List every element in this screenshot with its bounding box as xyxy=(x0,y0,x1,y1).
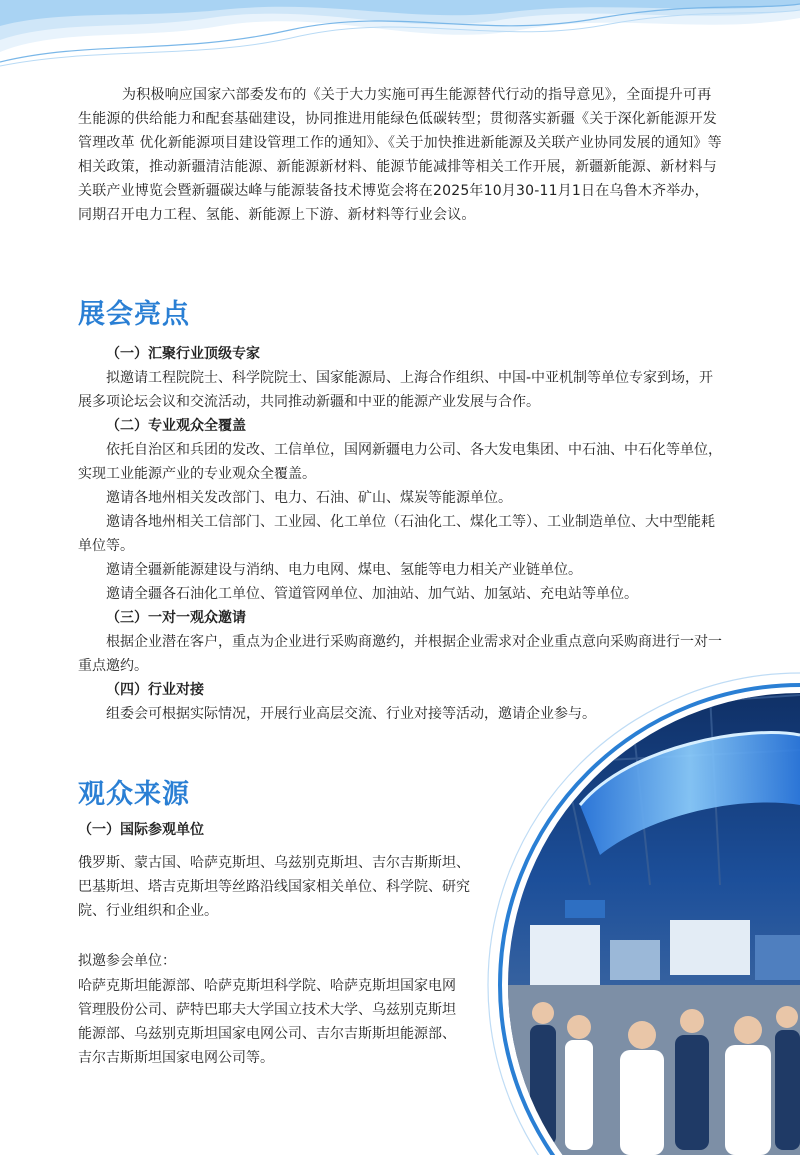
top-wave-decoration xyxy=(0,0,800,70)
highlight-2-text-2: 邀请各地州相关发改部门、电力、石油、矿山、煤炭等能源单位。 xyxy=(106,490,512,506)
audience-subtitle: （一）国际参观单位 xyxy=(78,822,204,838)
highlight-3-title: （三）一对一观众邀请 xyxy=(106,610,246,626)
highlight-2-title: （二）专业观众全覆盖 xyxy=(106,418,246,434)
highlight-2-text-5: 邀请全疆各石油化工单位、管道管网单位、加油站、加气站、加氢站、充电站等单位。 xyxy=(106,586,638,602)
highlight-1-text: 拟邀请工程院院士、科学院院士、国家能源局、上海合作组织、中国-中亚机制等单位专家到场，开展多项论坛会议和交流活动，共同推动新疆和中亚的能源产业发展与合作。 xyxy=(78,370,714,410)
intro-paragraph xyxy=(78,83,723,227)
highlight-2-text-4: 邀请全疆新能源建设与消纳、电力电网、煤电、氢能等电力相关产业链单位。 xyxy=(106,562,582,578)
audience-units-label: 拟邀参会单位： xyxy=(78,953,176,969)
highlight-3-text: 根据企业潜在客户，重点为企业进行采购商邀约，并根据企业需求对企业重点意向采购商进行一对一重点邀约。 xyxy=(78,634,722,674)
highlight-2-text-1: 依托自治区和兵团的发改、工信单位，国网新疆电力公司、各大发电集团、中石油、中石化等单位，实现工业能源产业的专业观众全覆盖。 xyxy=(78,442,722,482)
audience-title: 观众来源 xyxy=(78,779,190,810)
highlights-title: 展会亮点 xyxy=(78,299,190,330)
highlight-4-title: （四）行业对接 xyxy=(106,682,204,698)
intro-text: 为积极响应国家六部委发布的《关于大力实施可再生能源替代行动的指导意见》，全面提升可再生能源的供给能力和配套基础建设，协同推进用能绿色低碳转型；贯彻落实新疆《关于深化新能源开发管理改革 优化新能源项目建设管理工作的通知》、《关于加快推进新能源及关联产业协同发展的通知》等相关政策，推动新疆清洁能源、新能源新材料、能源节能减排等相关工作开展，新疆新能源、新材料与关联产业博览会暨新疆碳达峰与能源装备技术博览会将在2025年10月30-11月1日在乌鲁木齐举办，同期召开电力工程、氢能、新能源上下游、新材料等行业会议。 xyxy=(78,87,722,223)
audience-units-list: 哈萨克斯坦能源部、哈萨克斯坦科学院、哈萨克斯坦国家电网管理股份公司、萨特巴耶夫大学国立技术大学、乌兹别克斯坦能源部、乌兹别克斯坦国家电网公司、吉尔吉斯斯坦能源部、吉尔吉斯斯坦国家电网公司等。 xyxy=(78,978,456,1066)
audience-countries: 俄罗斯、蒙古国、哈萨克斯坦、乌兹别克斯坦、吉尔吉斯斯坦、巴基斯坦、塔吉克斯坦等丝路沿线国家相关单位、科学院、研究院、行业组织和企业。 xyxy=(78,855,470,919)
highlight-2-text-3: 邀请各地州相关工信部门、工业园、化工单位（石油化工、煤化工等）、工业制造单位、大中型能耗单位等。 xyxy=(78,514,715,554)
highlight-1-title: （一）汇聚行业顶级专家 xyxy=(106,346,260,362)
highlight-4-text: 组委会可根据实际情况，开展行业高层交流、行业对接等活动，邀请企业参与。 xyxy=(106,706,596,722)
exhibition-hall-photo xyxy=(470,655,800,1155)
